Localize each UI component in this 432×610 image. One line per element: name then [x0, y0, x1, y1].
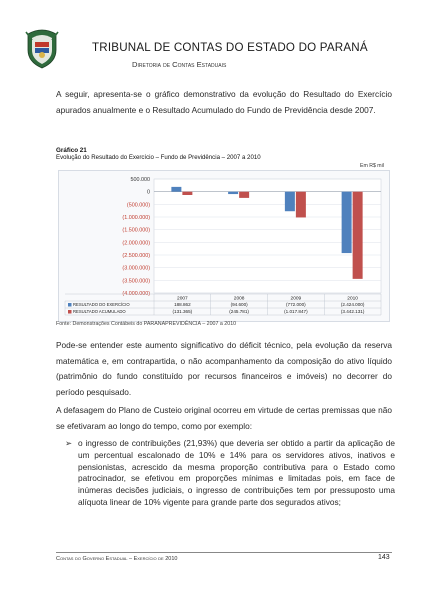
bar-resultado-acumulado: [353, 192, 363, 279]
x-category-label: 2010: [347, 296, 358, 302]
data-label: (245.781): [229, 309, 249, 315]
figure-source: Fonte: Demonstrações Contábeis do PARANAPREVIDÊNCIA – 2007 a 2010: [56, 321, 237, 327]
premises-paragraph: A defasagem do Plano de Custeio original ocorreu em virtude de certas premissas que não se efetivaram ao longo do tempo, como por exemplo:: [56, 405, 392, 431]
data-label: (2.424.000): [340, 302, 365, 308]
bar-chart: [59, 171, 389, 321]
y-tick-label: 500.000: [130, 177, 150, 183]
y-tick-label: (3.500.000): [122, 278, 150, 285]
y-tick-label: (2.500.000): [122, 253, 150, 259]
bar-resultado-exercicio: [342, 192, 352, 253]
y-tick-label: (2.000.000): [122, 240, 150, 247]
legend-entry: RESULTADO ACUMULADO: [73, 309, 126, 315]
footer-text: Contas do Governo Estadual – Exercício de 2010: [56, 556, 178, 562]
bar-resultado-exercicio: [285, 192, 295, 212]
analysis-paragraph: Pode-se entender este aumento significativo do déficit técnico, pela evolução da reserva matemática e, em contrapartida, o não acompanhamento da composição do ativo líquido (patrimônio do fundo constituído por recursos financeiros e imóveis) no decorrer do período pesquisado.: [56, 340, 392, 397]
y-tick-label: (4.000.000): [122, 291, 150, 297]
y-tick-label: (1.500.000): [122, 227, 150, 234]
page-header-subtitle: Diretoria de Contas Estaduais: [132, 60, 227, 69]
figure-title: Evolução do Resultado do Exercício – Fundo de Previdência – 2007 a 2010: [56, 154, 261, 161]
x-category-label: 2007: [177, 296, 188, 302]
arrow-bullet-icon: ➢: [65, 438, 72, 448]
x-category-label: 2009: [290, 296, 302, 302]
data-label: 188.862: [174, 302, 191, 308]
figure-unit: Em R$ mil: [360, 163, 384, 169]
figure-label: Gráfico 21: [56, 147, 87, 154]
page-number: 143: [378, 554, 390, 561]
data-label: (94.600): [230, 302, 248, 308]
bar-resultado-exercicio: [228, 192, 238, 194]
y-tick-label: 0: [147, 189, 150, 196]
bar-resultado-exercicio: [171, 187, 181, 192]
data-label: (131.365): [172, 309, 193, 315]
bar-resultado-acumulado: [296, 192, 306, 218]
chart-container: [58, 170, 390, 322]
page-header-title: TRIBUNAL DE CONTAS DO ESTADO DO PARANÁ: [92, 41, 368, 54]
legend-swatch: [68, 310, 72, 314]
y-tick-label: (1.000.000): [122, 215, 150, 221]
footer-divider: [56, 552, 392, 553]
legend-swatch: [68, 303, 72, 307]
data-label: (1.017.847): [284, 309, 308, 315]
intro-paragraph: A seguir, apresenta-se o gráfico demonstrativo da evolução do Resultado do Exercício apurados anualmente e o Resultado Acumulado do Fundo de Previdência desde 2007.: [56, 89, 392, 115]
coat-of-arms-icon: [24, 28, 60, 70]
y-tick-label: (3.000.000): [122, 265, 150, 272]
x-category-label: 2008: [233, 296, 245, 302]
bullet-text: o ingresso de contribuições (21,93%) que deveria ser obtido a partir da aplicação de um percentual escalonado de 10% e 14% para os servidores ativos, inativos e pensionistas, acrescido da mesma proporção contributiva para o Estado como patrocinador, se efetivou em proporções mínimas e limitadas pois, em face de inúmeras decisões judiciais, o ingresso de contribuições tem por pressuposto uma alíquota linear de 10% vigente para grande parte dos segurados ativos;: [78, 438, 395, 507]
data-label: (772.000): [286, 302, 306, 308]
y-tick-label: (500.000): [126, 202, 150, 209]
data-label: (3.442.131): [340, 309, 365, 315]
legend-entry: RESULTADO DO EXERCÍCIO: [73, 302, 130, 308]
bar-resultado-acumulado: [239, 192, 249, 198]
bar-resultado-acumulado: [182, 192, 192, 195]
